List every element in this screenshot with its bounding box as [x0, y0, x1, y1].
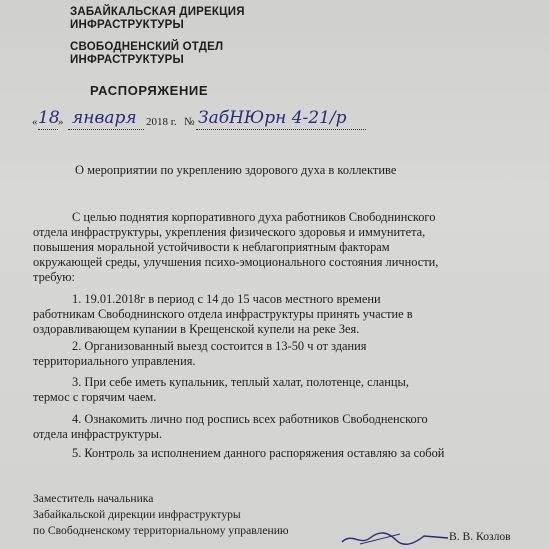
- signatory-name: В. В. Козлов: [449, 530, 511, 543]
- dept-name-line1: СВОБОДНЕНСКИЙ ОТДЕЛ: [70, 41, 224, 53]
- item-3-line-2: термос с горячим чаем.: [33, 390, 157, 404]
- item-1-line-3: оздоравливающем купании в Крещенской купели на реке Зея.: [33, 322, 360, 336]
- signature-scribble: [340, 528, 450, 548]
- signatory-title-line1: Заместитель начальника: [33, 492, 154, 505]
- date-year: 2018 г.: [146, 116, 177, 128]
- preamble-line-2: отдела инфраструктуры, укрепления физического здоровья и иммунитета,: [33, 225, 426, 239]
- item-2-line-2: территориального управления.: [33, 354, 196, 368]
- date-number-line: « 18 » января 2018 г. № ЗабНЮрн 4-21/р: [32, 107, 522, 133]
- document-subject: О мероприятии по укреплению здорового духа в коллективе: [75, 163, 397, 177]
- item-5-line-1: 5. Контроль за исполнением данного распоряжения оставляю за собой: [72, 446, 445, 460]
- item-2-line-1: 2. Организованный выезд состоится в 13-50 ч от здания: [72, 339, 367, 353]
- number-sign: №: [184, 116, 195, 128]
- dept-name-line2: ИНФРАСТРУКТУРЫ: [70, 54, 184, 66]
- item-1-line-1: 1. 19.01.2018г в период с 14 до 15 часов местного времени: [72, 292, 381, 306]
- signatory-title-line2: Забайкальской дирекции инфраструктуры: [33, 508, 241, 521]
- date-month: января: [72, 108, 137, 128]
- item-4-line-2: отдела инфраструктуры.: [33, 427, 163, 441]
- document-type: РАСПОРЯЖЕНИЕ: [90, 83, 209, 98]
- preamble-line-5: требую:: [33, 270, 75, 284]
- document-number: ЗабНЮрн 4-21/р: [198, 108, 347, 128]
- item-3-line-1: 3. При себе иметь купальник, теплый халат, полотенце, сланцы,: [72, 375, 409, 389]
- date-day: 18: [38, 108, 60, 128]
- org-name-line2: ИНФРАСТРУКТУРЫ: [70, 19, 184, 31]
- preamble-line-4: окружающей среды, улучшения психо-эмоционального состояния личности,: [33, 255, 439, 269]
- item-1-line-2: работникам Свободнинского отдела инфраструктуры принять участие в: [33, 307, 413, 321]
- signatory-title-line3: по Свободненскому территориальному управлению: [33, 524, 289, 537]
- item-4-line-1: 4. Ознакомить лично под роспись всех работников Свободненского: [72, 412, 428, 426]
- preamble-line-3: повышения моральной устойчивости к неблагоприятным факторам: [33, 240, 390, 254]
- preamble-line-1: С целью поднятия корпоративного духа работников Свободнинского: [72, 210, 436, 224]
- org-name-line1: ЗАБАЙКАЛЬСКАЯ ДИРЕКЦИЯ: [70, 6, 245, 18]
